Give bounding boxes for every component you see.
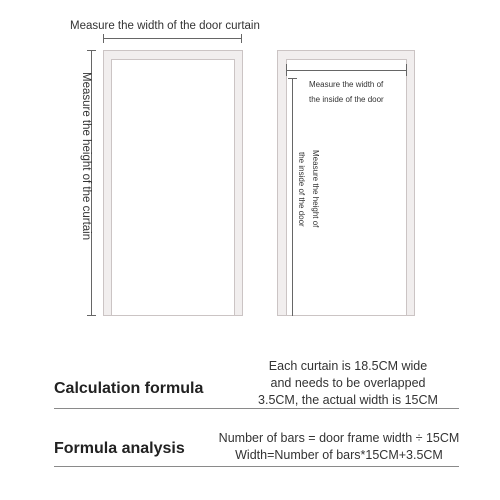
analysis-text [206, 430, 472, 464]
curtain-width-label: Measure the width of the door curtain [70, 20, 260, 32]
inside-width-line [287, 70, 406, 71]
curtain-height-label: Measure the height of the curtain [80, 72, 92, 241]
analysis-line: Number of bars = door frame width ÷ 15CM [218, 431, 460, 445]
calculation-divider [54, 408, 459, 409]
height-dimension-tick-bottom [87, 315, 96, 316]
inside-width-tick-right [406, 64, 407, 76]
left-door-opening [111, 59, 235, 316]
inside-height-line [292, 78, 293, 316]
inside-width-label-line1: Measure the width of [309, 80, 384, 89]
analysis-title: Formula analysis [54, 440, 185, 457]
calculation-text [238, 358, 458, 409]
inside-width-label-line2: the inside of the door [309, 95, 384, 104]
inside-height-label-line1: Measure the height of [311, 150, 320, 228]
calculation-line: Each curtain is 18.5CM wide [268, 359, 428, 373]
inside-height-label-line2: the inside of the door [297, 152, 306, 227]
width-dimension-line [103, 38, 242, 39]
width-dimension-tick-right [241, 34, 242, 43]
calculation-line: and needs to be overlapped [270, 376, 426, 390]
calculation-title: Calculation formula [54, 380, 204, 397]
analysis-line: Width=Number of bars*15CM+3.5CM [235, 448, 443, 462]
calculation-line: 3.5CM, the actual width is 15CM [258, 393, 438, 407]
analysis-divider [54, 466, 459, 467]
